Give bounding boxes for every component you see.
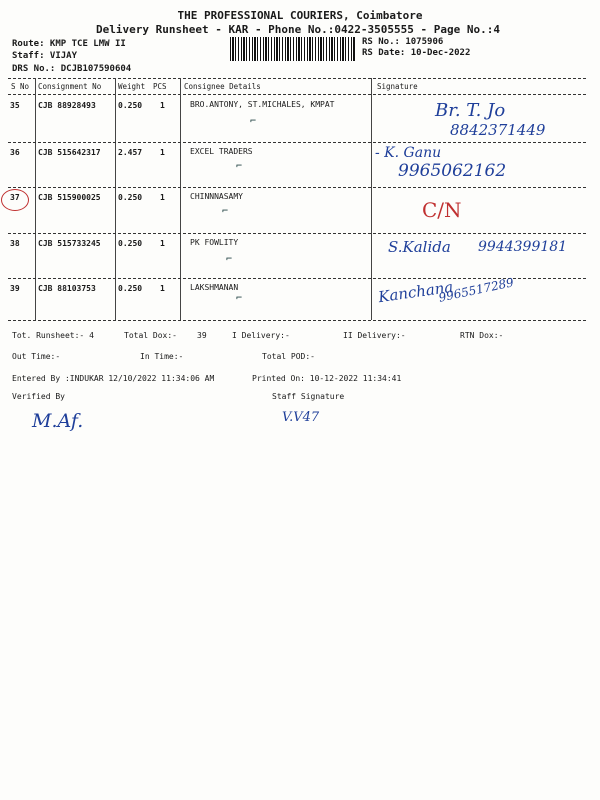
row-sno: 38 xyxy=(10,239,20,248)
rs-number: RS No.: 1075906 xyxy=(362,37,444,47)
col-header-consignment: Consignment No xyxy=(38,82,102,91)
row-sno: 39 xyxy=(10,284,20,293)
total-dox-value: 39 xyxy=(197,331,207,340)
verified-by-label: Verified By xyxy=(12,392,65,401)
company-title: THE PROFESSIONAL COURIERS, Coimbatore xyxy=(177,9,423,22)
i-delivery: I Delivery:- xyxy=(232,331,290,340)
col-header-signature: Signature xyxy=(377,82,418,91)
signature-remark: C/N xyxy=(422,198,462,222)
staff: Staff: VIJAY xyxy=(12,51,78,61)
table-row xyxy=(0,143,600,187)
row-pcs: 1 xyxy=(160,101,165,110)
row-pcs: 1 xyxy=(160,148,165,157)
signature: - K. Ganu xyxy=(375,145,442,161)
tick-mark: ⌐ xyxy=(222,206,229,217)
signature-phone: 8842371449 xyxy=(450,121,546,139)
signature-phone: 9965062162 xyxy=(398,161,507,181)
barcode xyxy=(230,37,356,61)
total-dox-label: Total Dox:- xyxy=(124,331,177,340)
row-weight: 0.250 xyxy=(118,193,143,202)
row-consignee: LAKSHMANAN xyxy=(190,283,239,292)
table-row xyxy=(0,234,600,278)
row-pcs: 1 xyxy=(160,193,165,202)
row-sno: 37 xyxy=(10,193,20,202)
row-consignment: CJB 88928493 xyxy=(38,101,96,110)
entered-by: Entered By :INDUKAR 12/10/2022 11:34:06 AM xyxy=(12,374,215,383)
row-pcs: 1 xyxy=(160,239,165,248)
signature: Kanchana xyxy=(377,277,455,307)
col-header-weight: Weight xyxy=(118,82,146,91)
verified-signature: M.Af. xyxy=(32,410,84,432)
staff-signature: V.V47 xyxy=(282,410,320,425)
table-top-rule xyxy=(8,78,586,79)
row-consignee: EXCEL TRADERS xyxy=(190,147,253,156)
row-consignment: CJB 515733245 xyxy=(38,239,101,248)
signature-phone: 9944399181 xyxy=(478,239,568,255)
col-header-pcs: PCS xyxy=(153,82,167,91)
tick-mark: ⌐ xyxy=(236,293,243,304)
table-row xyxy=(0,96,600,142)
row-consignment: CJB 515900025 xyxy=(38,193,101,202)
row-weight: 0.250 xyxy=(118,284,143,293)
col-header-sno: S No xyxy=(11,82,30,91)
table-header-rule xyxy=(8,94,586,95)
drs-number: DRS No.: DCJB107590604 xyxy=(12,64,132,74)
signature: Br. T. Jo xyxy=(435,100,506,121)
tick-mark: ⌐ xyxy=(226,254,233,265)
runsheet-title: Delivery Runsheet - KAR - Phone No.:0422-3505555 - Page No.:4 xyxy=(96,23,500,36)
table-bottom-rule xyxy=(8,320,586,321)
row-weight: 0.250 xyxy=(118,239,143,248)
col-header-consignee: Consignee Details xyxy=(184,82,261,91)
out-time: Out Time:- xyxy=(12,352,61,361)
signature-phone: 9965517289 xyxy=(437,275,515,305)
signature: S.Kalida xyxy=(388,238,451,256)
rs-date: RS Date: 10-Dec-2022 xyxy=(362,48,471,58)
total-pod: Total POD:- xyxy=(262,352,315,361)
route: Route: KMP TCE LMW II xyxy=(12,39,126,49)
rtn-dox: RTN Dox:- xyxy=(460,331,504,340)
row-consignment: CJB 88103753 xyxy=(38,284,96,293)
row-sno: 35 xyxy=(10,101,20,110)
tick-mark: ⌐ xyxy=(250,116,257,127)
ii-delivery: II Delivery:- xyxy=(343,331,406,340)
row-pcs: 1 xyxy=(160,284,165,293)
table-row xyxy=(0,275,600,320)
row-weight: 0.250 xyxy=(118,101,143,110)
row-consignee: CHINNNASAMY xyxy=(190,192,243,201)
in-time: In Time:- xyxy=(140,352,184,361)
row-consignee: BRO.ANTONY, ST.MICHALES, KMPAT xyxy=(190,100,335,109)
row-consignment: CJB 515642317 xyxy=(38,148,101,157)
staff-signature-label: Staff Signature xyxy=(272,392,345,401)
tick-mark: ⌐ xyxy=(236,161,243,172)
table-row xyxy=(0,188,600,233)
row-consignee: PK FOWLITY xyxy=(190,238,239,247)
row-sno: 36 xyxy=(10,148,20,157)
total-runsheet: Tot. Runsheet:- 4 xyxy=(12,331,94,340)
row-weight: 2.457 xyxy=(118,148,143,157)
printed-on: Printed On: 10-12-2022 11:34:41 xyxy=(252,374,402,383)
